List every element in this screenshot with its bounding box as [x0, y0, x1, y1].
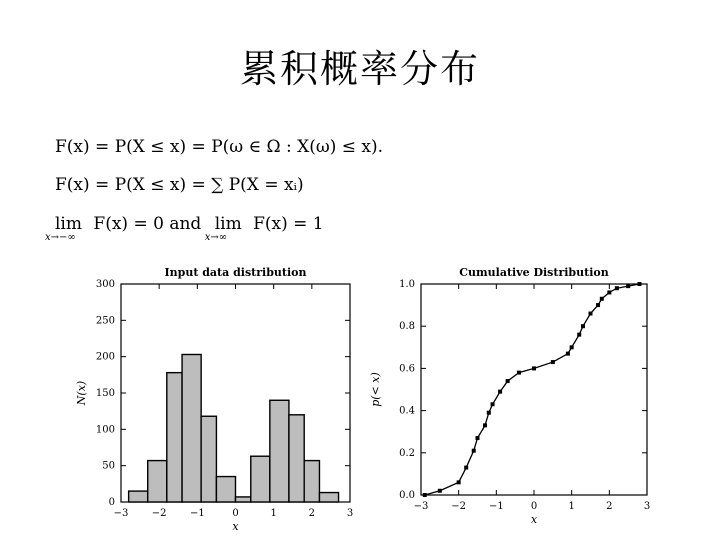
y-tick-label: 0.0 — [399, 490, 415, 501]
cdf-point — [423, 493, 427, 497]
cdf-point — [600, 297, 604, 301]
histogram-bar — [289, 415, 304, 502]
cdf-point — [517, 371, 521, 375]
cdf-point — [506, 379, 510, 383]
lim-word: lim — [55, 214, 82, 234]
y-tick-label: 150 — [95, 388, 115, 399]
lim-subscript: x→−∞ — [45, 232, 76, 243]
y-tick-label: 0.4 — [399, 405, 415, 417]
limit-minus-infinity — [45, 214, 82, 243]
cdf-point — [476, 436, 480, 440]
cdf-point — [589, 312, 593, 316]
cdf-point — [615, 286, 619, 290]
cdf-point — [498, 390, 502, 394]
chart-title: Cumulative Distribution — [459, 266, 609, 279]
y-tick-label: 100 — [95, 424, 115, 436]
histogram-bar — [201, 416, 216, 502]
cdf-point — [596, 303, 600, 307]
chart-title: Input data distribution — [164, 266, 307, 279]
cumulative-chart — [365, 262, 665, 537]
x-axis-label: x — [232, 520, 239, 533]
y-tick-label: 250 — [95, 315, 115, 327]
x-tick-label: 0 — [530, 501, 538, 512]
lim-subscript: x→∞ — [204, 232, 228, 243]
histogram-bar — [270, 400, 289, 502]
limit-zero-text: F(x) = 0 and — [93, 214, 202, 234]
histogram-chart — [75, 262, 370, 537]
histogram-bar — [167, 373, 182, 502]
formula-cdf-discrete-sum: F(x) = P(X ≤ x) = ∑ P(X = xᵢ) — [55, 175, 304, 195]
histogram-bar — [148, 461, 167, 502]
cdf-point — [551, 360, 555, 364]
histogram-bar — [129, 491, 148, 502]
x-tick-label: −2 — [451, 501, 467, 512]
x-tick-label: −1 — [189, 508, 205, 519]
limit-plus-infinity — [204, 214, 242, 243]
cdf-point — [577, 333, 581, 337]
x-tick-label: 0 — [232, 508, 239, 519]
cdf-point — [483, 423, 487, 427]
y-tick-label: 200 — [95, 351, 115, 363]
x-tick-label: 3 — [643, 501, 651, 512]
x-tick-label: 1 — [568, 501, 575, 512]
formula-cdf-definition: F(x) = P(X ≤ x) = P(ω ∈ Ω : X(ω) ≤ x). — [55, 137, 384, 157]
cdf-point — [491, 402, 495, 406]
y-tick-label: 300 — [95, 279, 115, 290]
x-tick-label: 1 — [270, 508, 277, 519]
cdf-line — [425, 284, 640, 495]
x-tick-label: −3 — [413, 501, 429, 512]
histogram-bar — [236, 497, 251, 502]
x-tick-label: 3 — [346, 508, 354, 519]
x-tick-label: −3 — [113, 508, 129, 519]
cdf-point — [581, 324, 585, 328]
cdf-point — [487, 411, 491, 415]
histogram-bar — [182, 354, 201, 502]
cdf-point — [626, 284, 630, 288]
cdf-point — [566, 352, 570, 356]
slide-title: 累积概率分布 — [239, 47, 480, 91]
cdf-point — [464, 466, 468, 470]
y-tick-label: 0.2 — [399, 447, 415, 459]
histogram-bar — [304, 461, 319, 502]
cdf-point — [457, 480, 461, 484]
cdf-point — [637, 282, 641, 286]
x-tick-label: −1 — [488, 501, 504, 512]
cdf-point — [532, 366, 536, 370]
histogram-bar — [251, 456, 270, 502]
y-tick-label: 1.0 — [399, 279, 415, 290]
formula-cdf-limits — [45, 214, 324, 243]
y-axis-label: p(< x) — [369, 372, 382, 407]
x-tick-label: −2 — [151, 508, 167, 519]
cdf-point — [438, 489, 442, 493]
cdf-point — [472, 449, 476, 453]
lim-word: lim — [214, 214, 242, 234]
y-tick-label: 50 — [102, 460, 115, 472]
limit-one-text: F(x) = 1 — [253, 214, 324, 234]
y-tick-label: 0.6 — [399, 363, 415, 375]
plot-frame — [421, 284, 647, 495]
x-axis-label: x — [530, 513, 538, 526]
cdf-point — [607, 290, 611, 294]
x-tick-label: 2 — [606, 501, 613, 512]
histogram-bar — [216, 477, 235, 502]
y-axis-label: N(x) — [75, 380, 88, 406]
cdf-point — [570, 345, 574, 349]
histogram-bar — [319, 493, 338, 502]
x-tick-label: 2 — [308, 508, 316, 519]
y-tick-label: 0.8 — [399, 321, 415, 333]
y-tick-label: 0 — [108, 497, 115, 508]
